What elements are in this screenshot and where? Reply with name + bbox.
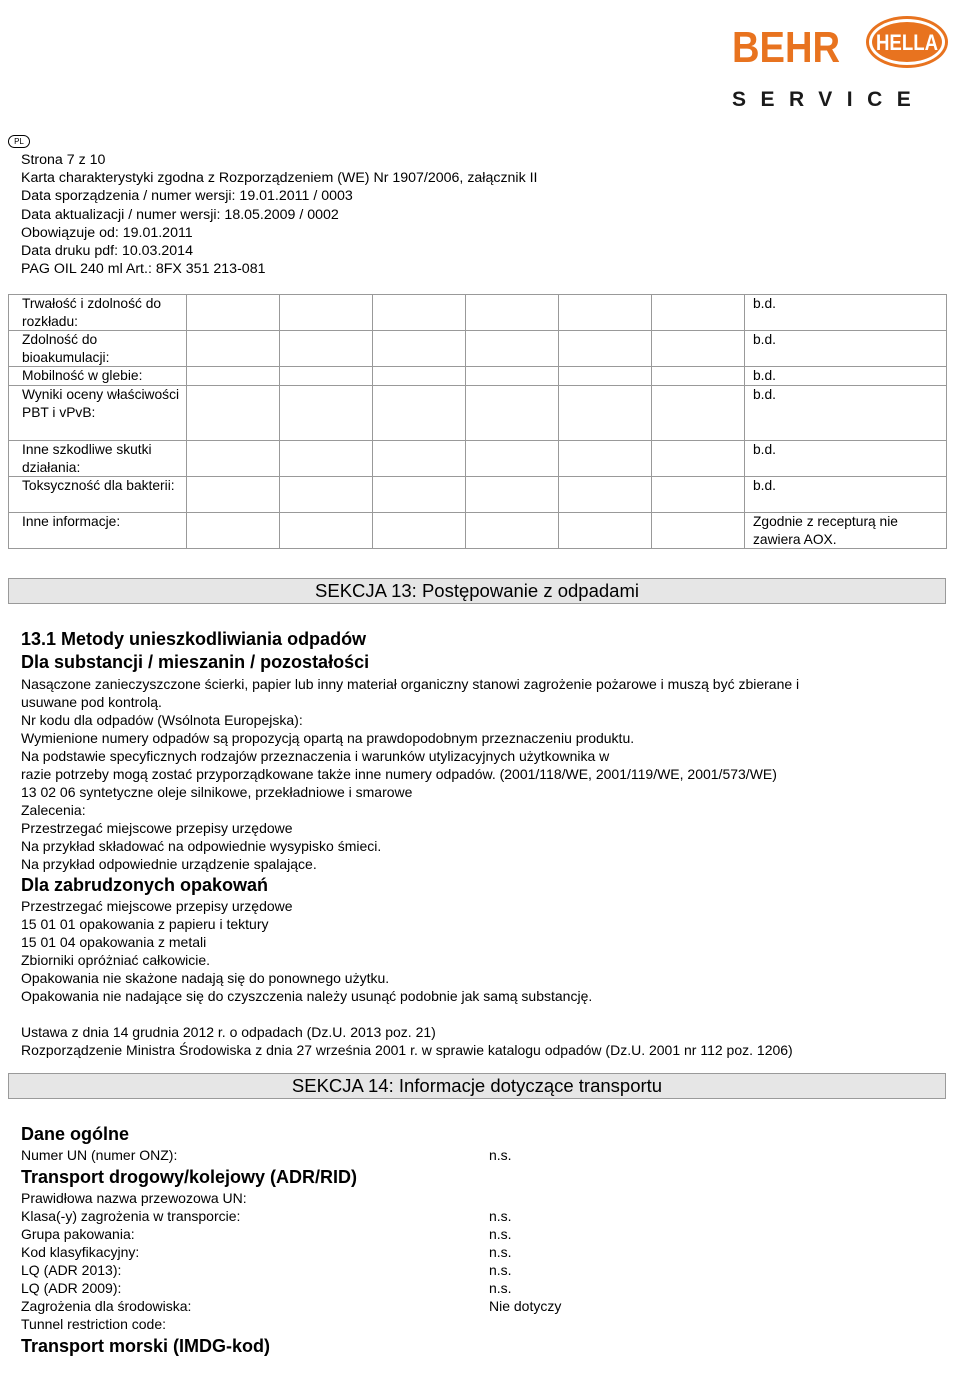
transport-row	[21, 1225, 921, 1243]
transport-row	[21, 1207, 921, 1225]
text-line: Ustawa z dnia 14 grudnia 2012 r. o odpadach (Dz.U. 2013 poz. 21)	[21, 1024, 436, 1040]
text-line: Zbiorniki opróżniać całkowicie.	[21, 952, 211, 968]
row-value: b.d.	[745, 477, 947, 513]
text-line: Wymienione numery odpadów są propozycją opartą na prawdopodobnym przeznaczeniu produktu.	[21, 730, 635, 746]
table-row	[9, 513, 947, 549]
text-line: Zalecenia:	[21, 802, 86, 818]
transport-row	[21, 1279, 921, 1297]
header-print-date: Data druku pdf: 10.03.2014	[21, 243, 193, 260]
road-transport-rows	[21, 1189, 921, 1333]
transport-row-label: Klasa(-y) zagrożenia w transporcie:	[21, 1208, 241, 1224]
table-row	[9, 385, 947, 440]
subsection-13-1-heading: 13.1 Metody unieszkodliwiania odpadów	[21, 629, 367, 649]
ecology-table	[8, 294, 947, 549]
transport-row-label: Zagrożenia dla środowiska:	[21, 1298, 192, 1314]
language-badge: PL	[8, 135, 30, 148]
row-value: Zgodnie z recepturą nie zawiera AOX.	[745, 513, 947, 549]
document-header	[21, 151, 538, 278]
row-value: b.d.	[745, 295, 947, 331]
sea-transport-heading: Transport morski (IMDG-kod)	[21, 1336, 271, 1356]
text-line: 13 02 06 syntetyczne oleje silnikowe, przekładniowe i smarowe	[21, 784, 413, 800]
hella-logo-text: HELLA	[876, 30, 939, 55]
un-number-row	[21, 1146, 921, 1164]
behr-logo-text: BEHR	[732, 23, 840, 72]
legal-references	[21, 1023, 921, 1059]
transport-row-label: LQ (ADR 2009):	[21, 1280, 122, 1296]
table-row	[9, 440, 947, 476]
row-label: Wyniki oceny właściwości PBT i vPvB:	[9, 385, 187, 440]
section-13-body	[21, 628, 921, 1059]
table-row	[9, 331, 947, 367]
section-14-body	[21, 1122, 921, 1358]
text-line: Przestrzegać miejscowe przepisy urzędowe	[21, 820, 293, 836]
header-regulation: Karta charakterystyki zgodna z Rozporządzeniem (WE) Nr 1907/2006, załącznik II	[21, 170, 538, 187]
text-line: usuwane pod kontrolą.	[21, 694, 162, 710]
section-13-title: SEKCJA 13: Postępowanie z odpadami	[315, 580, 639, 601]
text-line: Na przykład odpowiednie urządzenie spalające.	[21, 856, 317, 872]
header-valid-from: Obowiązuje od: 19.01.2011	[21, 224, 193, 241]
section-14-title: SEKCJA 14: Informacje dotyczące transportu	[291, 1075, 663, 1096]
header-created: Data sporządzenia / numer wersji: 19.01.2011 / 0003	[21, 188, 353, 205]
un-number-value: n.s.	[489, 1147, 512, 1163]
substances-text	[21, 675, 921, 873]
row-value: b.d.	[745, 385, 947, 440]
transport-row-value: n.s.	[489, 1262, 512, 1278]
text-line: 15 01 04 opakowania z metali	[21, 934, 207, 950]
row-value: b.d.	[745, 440, 947, 476]
transport-row-value: Nie dotyczy	[489, 1298, 562, 1314]
table-row	[9, 367, 947, 386]
header-updated: Data aktualizacji / numer wersji: 18.05.2009 / 0002	[21, 206, 339, 223]
text-line: razie potrzeby mogą zostać przyporządkowane także inne numery odpadów. (2001/118/WE, 2001/119/WE, 2001/573/WE)	[21, 766, 777, 782]
transport-row-value: n.s.	[489, 1280, 512, 1296]
transport-row-label: Tunnel restriction code:	[21, 1316, 166, 1332]
transport-row-value: n.s.	[489, 1226, 512, 1242]
text-line: Przestrzegać miejscowe przepisy urzędowe	[21, 898, 293, 914]
text-line: Na przykład składować na odpowiednie wysypisko śmieci.	[21, 838, 382, 854]
transport-row-value: n.s.	[489, 1244, 512, 1260]
section-13-heading	[8, 578, 946, 604]
transport-row-label: Kod klasyfikacyjny:	[21, 1244, 140, 1260]
text-line: 15 01 01 opakowania z papieru i tektury	[21, 916, 269, 932]
transport-row-label: Grupa pakowania:	[21, 1226, 135, 1242]
un-number-label: Numer UN (numer ONZ):	[21, 1147, 178, 1163]
row-label: Toksyczność dla bakterii:	[9, 477, 187, 513]
header-product: PAG OIL 240 ml Art.: 8FX 351 213-081	[21, 261, 266, 278]
row-value: b.d.	[745, 331, 947, 367]
service-wordmark: SERVICE	[732, 88, 926, 111]
packaging-heading: Dla zabrudzonych opakowań	[21, 875, 269, 895]
row-label: Inne informacje:	[9, 513, 187, 549]
section-14-heading	[8, 1073, 946, 1099]
text-line: Opakowania nie nadające się do czyszczenia należy usunąć podobnie jak samą substancję.	[21, 988, 593, 1004]
table-row	[9, 295, 947, 331]
packaging-text	[21, 897, 921, 1005]
transport-row	[21, 1297, 921, 1315]
transport-row	[21, 1243, 921, 1261]
text-line: Nasączone zanieczyszczone ścierki, papier lub inny materiał organiczny stanowi zagrożenie pożarowe i muszą być zbierane i	[21, 676, 800, 692]
text-line: Nr kodu dla odpadów (Wsólnota Europejska):	[21, 712, 303, 728]
substances-heading: Dla substancji / mieszanin / pozostałości	[21, 652, 370, 672]
general-data-heading: Dane ogólne	[21, 1124, 130, 1144]
row-label: Mobilność w glebie:	[9, 367, 187, 386]
text-line: Na podstawie specyficznych rodzajów przeznaczenia i warunków utylizacyjnych użytkownika w	[21, 748, 610, 764]
row-label: Inne szkodliwe skutki działania:	[9, 440, 187, 476]
hella-logo	[864, 14, 950, 70]
transport-row-value: n.s.	[489, 1208, 512, 1224]
behr-logo	[732, 22, 840, 70]
text-line: Rozporządzenie Ministra Środowiska z dnia 27 września 2001 r. w sprawie katalogu odpadów (Dz.U. 2001 nr 112 poz. 1206)	[21, 1042, 793, 1058]
row-value: b.d.	[745, 367, 947, 386]
header-page: Strona 7 z 10	[21, 152, 106, 168]
road-transport-heading: Transport drogowy/kolejowy (ADR/RID)	[21, 1167, 358, 1187]
transport-row	[21, 1315, 921, 1333]
transport-row	[21, 1189, 921, 1207]
transport-row-label: Prawidłowa nazwa przewozowa UN:	[21, 1190, 247, 1206]
transport-row	[21, 1261, 921, 1279]
text-line: Opakowania nie skażone nadają się do ponownego użytku.	[21, 970, 390, 986]
transport-row-label: LQ (ADR 2013):	[21, 1262, 122, 1278]
row-label: Zdolność do bioakumulacji:	[9, 331, 187, 367]
row-label: Trwałość i zdolność do rozkładu:	[9, 295, 187, 331]
table-row	[9, 477, 947, 513]
